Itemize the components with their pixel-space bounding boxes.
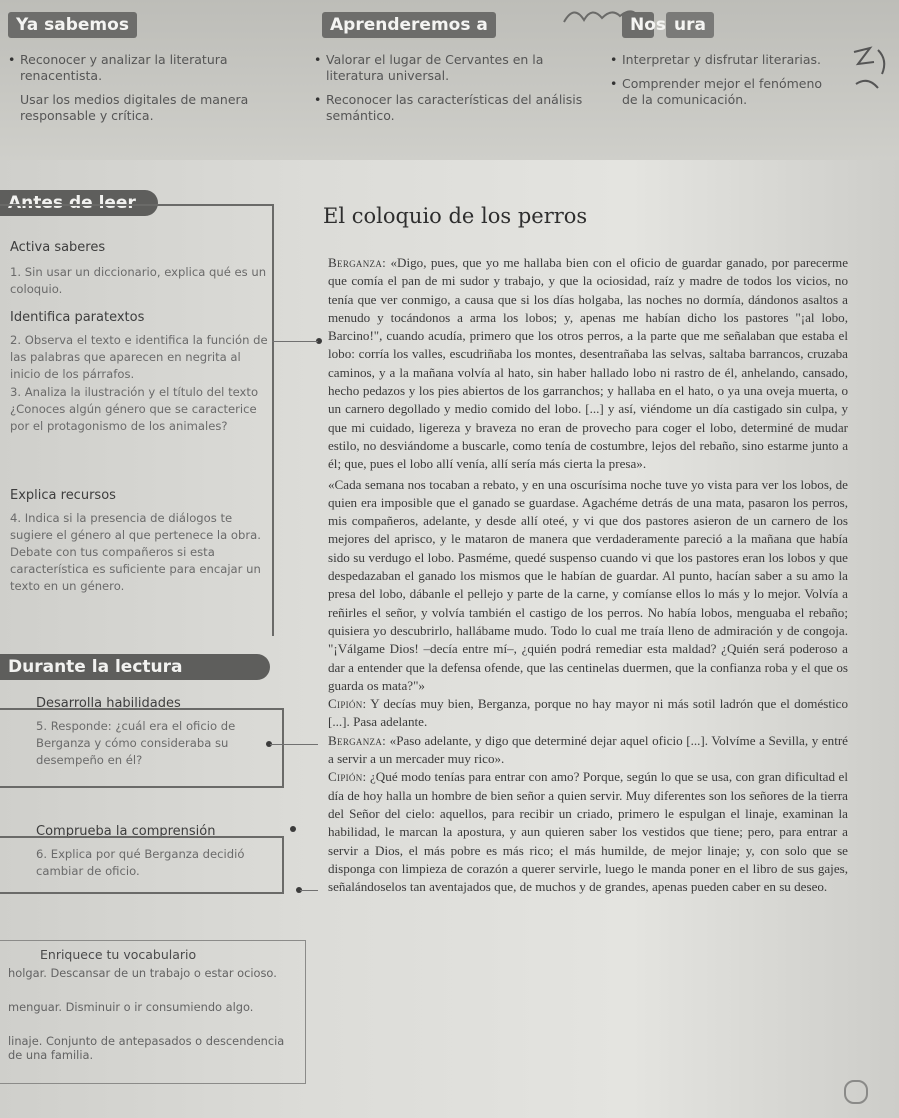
paragraph (328, 254, 848, 474)
paragraph-text: ¿Qué modo tenías para entrar con amo? Porque, según lo que se usa, con gran dificultad el día de hoy halla un hombre de bien señor a quien servir. Muy diferentes son los señores de la tierra del Señor del cielo: aquellos, para recibir un criado, primero le espulgan el linaje, examinan la habilidad, le marcan la apostura, y aun quieren saber los vestidos que tiene; pero, para entrar a servir a Dios, el más pobre es más rico; el más humilde, de mejor linaje; y, con solo que se disponga con limpieza de corazón a querer servirle, luego le manda poner en el libro de sus gajes, señalándoselos tan aventajados que, de muchos y de grandes, apenas pueden caber en su deseo. (328, 769, 848, 895)
paragraph-text: Y decías muy bien, Berganza, porque no hay mayor ni más sotil ladrón que el doméstico [...]. Pasa adelante. (328, 696, 848, 730)
question-2: 2. Observa el texto e identifica la función de las palabras que aparecen en negrita al inicio de los párrafos. (10, 333, 268, 381)
explica-recursos-heading: Explica recursos (10, 488, 116, 503)
objective-item: • Reconocer y analizar la literatura renacentista. (8, 52, 288, 84)
section-durante-la-lectura: Durante la lectura (0, 654, 270, 680)
objective-item: • Reconocer las características del análisis semántico. (314, 92, 594, 124)
vocabulary-item: linaje. Conjunto de antepasados o descendencia de una familia. (8, 1034, 285, 1062)
vocabulary-item: menguar. Disminuir o ir consumiendo algo. (8, 1000, 254, 1014)
comprueba-comprension-heading: Comprueba la comprensión (36, 824, 216, 839)
speaker-label: Berganza: (328, 732, 387, 748)
tab-ya-sabemos: Ya sabemos (8, 12, 137, 38)
tab-nos-suffix: ura (666, 12, 714, 38)
activa-saberes-heading: Activa saberes (10, 240, 106, 255)
objectives-col-3 (610, 52, 830, 116)
paragraph (328, 695, 848, 732)
connector-dot (290, 826, 296, 832)
speaker-label: Berganza: (328, 255, 387, 270)
speaker-label: Cipión: (328, 769, 367, 785)
question-3: 3. Analiza la ilustración y el título del texto ¿Conoces algún género que se caracterice por el protagonismo de los animales? (10, 385, 259, 433)
vocabulary-heading: Enriquece tu vocabulario (40, 947, 197, 962)
section-antes-de-leer: Antes de leer (0, 190, 158, 216)
question-5: 5. Responde: ¿cuál era el oficio de Berganza y cómo consideraba su desempeño en él? (36, 719, 236, 767)
logo-icon (844, 1080, 868, 1104)
reading-body (328, 254, 848, 896)
objective-item: • Comprender mejor el fenómeno de la comunicación. (610, 76, 830, 108)
tab-nos: Nos (622, 12, 654, 38)
question-6: 6. Explica por qué Berganza decidió cambiar de oficio. (36, 847, 245, 878)
vocabulary-item: holgar. Descansar de un trabajo o estar ocioso. (8, 966, 277, 980)
tab-aprenderemos: Aprenderemos a (322, 12, 496, 38)
connector-line (300, 890, 318, 891)
objectives-col-2 (314, 52, 594, 132)
objective-item: • Interpretar y disfrutar literarias. (610, 52, 830, 68)
connector-line (272, 341, 318, 342)
speaker-label: Cipión: (328, 696, 367, 712)
paragraph-text: «Cada semana nos tocaban a rebato, y en una oscurísima noche tuve yo vista para ver los lobos, de quien era imposible que el ganado se guardase. Agachéme detrás de una mata, pasaron los perros, mis compañeros, adelante, y desde allí oteé, y vi que dos pastores asieron de un carnero de los mejores del aprisco, y le mataron de manera que verdaderamente pareció a la mañana que había sido su verdugo el lobo. Pasméme, quedé suspenso cuando vi que los pastores eran los lobos y que despedazaban el ganado los mismos que le habían de guardar. Al punto, hacían saber a su amo la presa del lobo, dábanle el pellejo y parte de la carne, y comíanse ellos lo más y lo mejor. Volvía a reñirles el señor, y volvía también el castigo de los perros. No había lobos, menguaba el rebaño; quisiera yo descubrirlo, hallábame mudo. Todo lo cual me traía lleno de admiración y de congoja. "¡Válgame Dios! –decía entre mí–, ¿quién podrá remediar esta maldad? ¿Quién será poderoso a dar a entender que la defensa ofende, que las centinelas duermen, que la confianza roba y el que os guarda os mata?"» (328, 476, 848, 693)
paragraph-text: «Digo, pues, que yo me hallaba bien con el oficio de guardar ganado, por parecerme que comía el pan de mi sudor y trabajo, y que la ociosidad, raíz y madre de todos los vicios, no tenía que ver conmigo, a causa que si los días holgaba, las noches no dormía, dándonos asaltos a menudo y tocándonos a arma los lobos; y, apenas me habían dicho los pastores "¡al lobo, Barcino!", cuando acudía, primero que los otros perros, a la parte que me señalaban que estaba el lobo: corría los valles, escudriñaba los montes, desentrañaba las selvas, saltaba barrancos, cruzaba caminos, y a la mañana volvía al hato, sin haber hallado lobo ni rastro de él, anhelando, cansado, hecho pedazos y los pies abiertos de los garranchos; y hallaba en el hato, o ya una oveja muerta, o un carnero degollado y medio comido del lobo. [...] y así, viéndome un día castigado sin culpa, y que mi cuidado, ligereza y braveza no eran de provecho para coger el lobo, determiné de mudar estilo, no desviándome a buscarle, como tenía de costumbre, lejos del rebaño, sino estarme junto a él; que, pues el lobo allí venía, allí sería más cierta la presa». (328, 255, 848, 472)
objective-item: • Valorar el lugar de Cervantes en la literatura universal. (314, 52, 594, 84)
paragraph (328, 768, 848, 896)
handwriting-icon (848, 40, 896, 100)
paragraph (328, 476, 848, 696)
paragraph-text: «Paso adelante, y digo que determiné dejar aquel oficio [...]. Volvíme a Sevilla, y entré a servir a un mercader muy rico». (328, 732, 848, 767)
connector-line (270, 744, 318, 745)
desarrolla-habilidades-heading: Desarrolla habilidades (36, 696, 181, 711)
reading-title: El coloquio de los perros (323, 204, 588, 228)
paragraph (328, 732, 848, 769)
identifica-paratextos-heading: Identifica paratextos (10, 310, 145, 325)
question-4: 4. Indica si la presencia de diálogos te sugiere el género al que pertenece la obra. Debate con tus compañeros si esta característica es suficiente para encajar un texto en un género. (10, 511, 261, 593)
question-1: 1. Sin usar un diccionario, explica qué es un coloquio. (10, 265, 267, 296)
objective-item: Usar los medios digitales de manera responsable y crítica. (20, 92, 249, 123)
objectives-col-1 (8, 52, 288, 132)
handwriting-icon (560, 2, 640, 30)
